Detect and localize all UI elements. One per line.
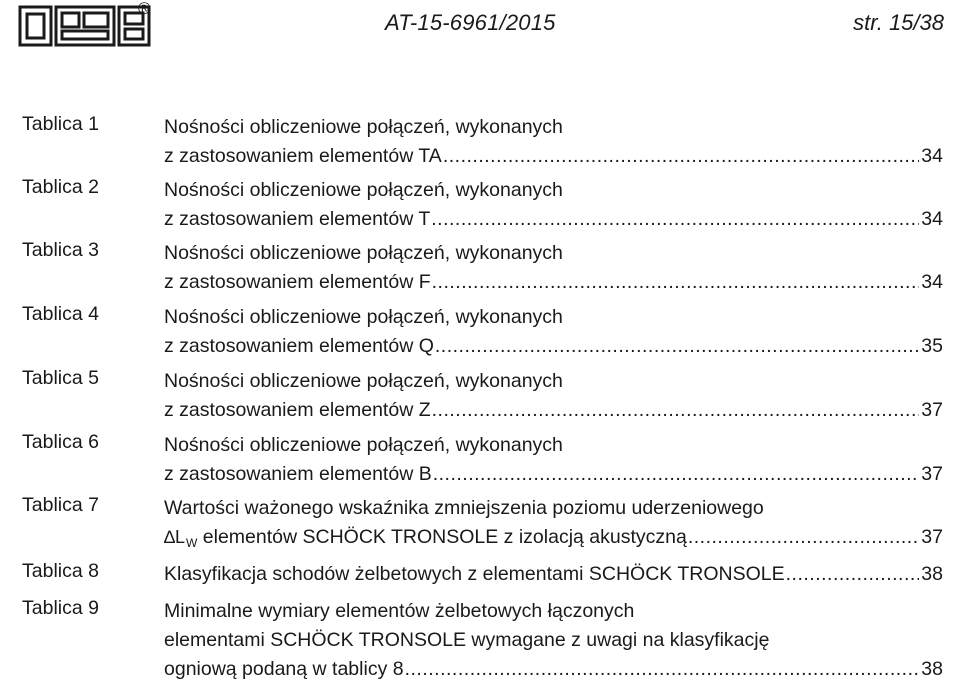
toc-entry-label: Tablica 7 — [22, 494, 99, 516]
dot-leader — [431, 205, 919, 234]
toc-entry-page: 37 — [921, 399, 943, 421]
toc-entry-page: 35 — [921, 335, 943, 357]
dot-leader — [432, 268, 920, 297]
toc-entry-title-line: Nośności obliczeniowe połączeń, wykonanych — [164, 179, 563, 201]
toc-entry-title-line: Nośności obliczeniowe połączeń, wykonanych — [164, 434, 563, 456]
toc-entry-page: 37 — [921, 463, 943, 485]
toc-entry-title-line: Minimalne wymiary elementów żelbetowych łączonych — [164, 600, 635, 622]
dot-leader — [432, 396, 920, 425]
toc-entry-title-line: z zastosowaniem elementów Z — [164, 399, 431, 421]
dot-leader — [435, 332, 919, 361]
toc-entry-title-line: z zastosowaniem elementów B — [164, 463, 432, 485]
toc-entry-label: Tablica 3 — [22, 239, 99, 261]
toc-entry-title-line: ogniową podaną w tablicy 8 — [164, 658, 404, 680]
toc-entry-label: Tablica 4 — [22, 303, 99, 325]
toc-entry-label: Tablica 8 — [22, 560, 99, 582]
toc-entry-page: 38 — [921, 658, 943, 680]
dot-leader — [786, 560, 920, 589]
toc-entry-page: 38 — [921, 563, 943, 585]
toc-entry-title-line: Nośności obliczeniowe połączeń, wykonanych — [164, 242, 563, 264]
registered-mark: ® — [138, 0, 151, 18]
document-number: AT-15-6961/2015 — [385, 10, 556, 35]
toc-entry-title-line: Wartości ważonego wskaźnika zmniejszenia poziomu uderzeniowego — [164, 497, 764, 519]
toc-entry-title-line: z zastosowaniem elementów TA — [164, 145, 442, 167]
toc-entry-label: Tablica 2 — [22, 176, 99, 198]
toc-entry-title-line: z zastosowaniem elementów Q — [164, 335, 434, 357]
toc-entry-title-line: Klasyfikacja schodów żelbetowych z elementami SCHÖCK TRONSOLE — [164, 563, 785, 585]
toc-entry-title-line: Nośności obliczeniowe połączeń, wykonanych — [164, 306, 563, 328]
dot-leader — [688, 523, 919, 552]
toc-entry-label: Tablica 6 — [22, 431, 99, 453]
dot-leader — [443, 142, 919, 171]
toc-entry-label: Tablica 9 — [22, 597, 99, 619]
toc-entry-title-line: elementami SCHÖCK TRONSOLE wymagane z uwagi na klasyfikację — [164, 629, 770, 651]
dot-leader — [405, 655, 920, 684]
toc-entry-page: 37 — [921, 526, 943, 548]
toc-entry-title-line: z zastosowaniem elementów F — [164, 271, 431, 293]
delta-lw-symbol: ∆L — [164, 527, 186, 547]
page-header — [0, 0, 960, 60]
page-number: str. 15/38 — [853, 10, 944, 35]
dot-leader — [433, 460, 920, 489]
toc-entry-title-line: z zastosowaniem elementów T — [164, 208, 431, 230]
toc-entry-title-line: Nośności obliczeniowe połączeń, wykonanych — [164, 370, 563, 392]
toc-entry-page: 34 — [921, 145, 943, 167]
toc-entry-label: Tablica 1 — [22, 113, 99, 135]
toc-entry-page: 34 — [921, 208, 943, 230]
itb-logo — [18, 0, 168, 54]
toc-entry-label: Tablica 5 — [22, 367, 99, 389]
toc-entry-page: 34 — [921, 271, 943, 293]
toc-entry-title-line: elementów SCHÖCK TRONSOLE z izolacją akustyczną — [197, 526, 687, 548]
subscript-w: W — [186, 536, 198, 550]
toc-entry-title-line: Nośności obliczeniowe połączeń, wykonanych — [164, 116, 563, 138]
